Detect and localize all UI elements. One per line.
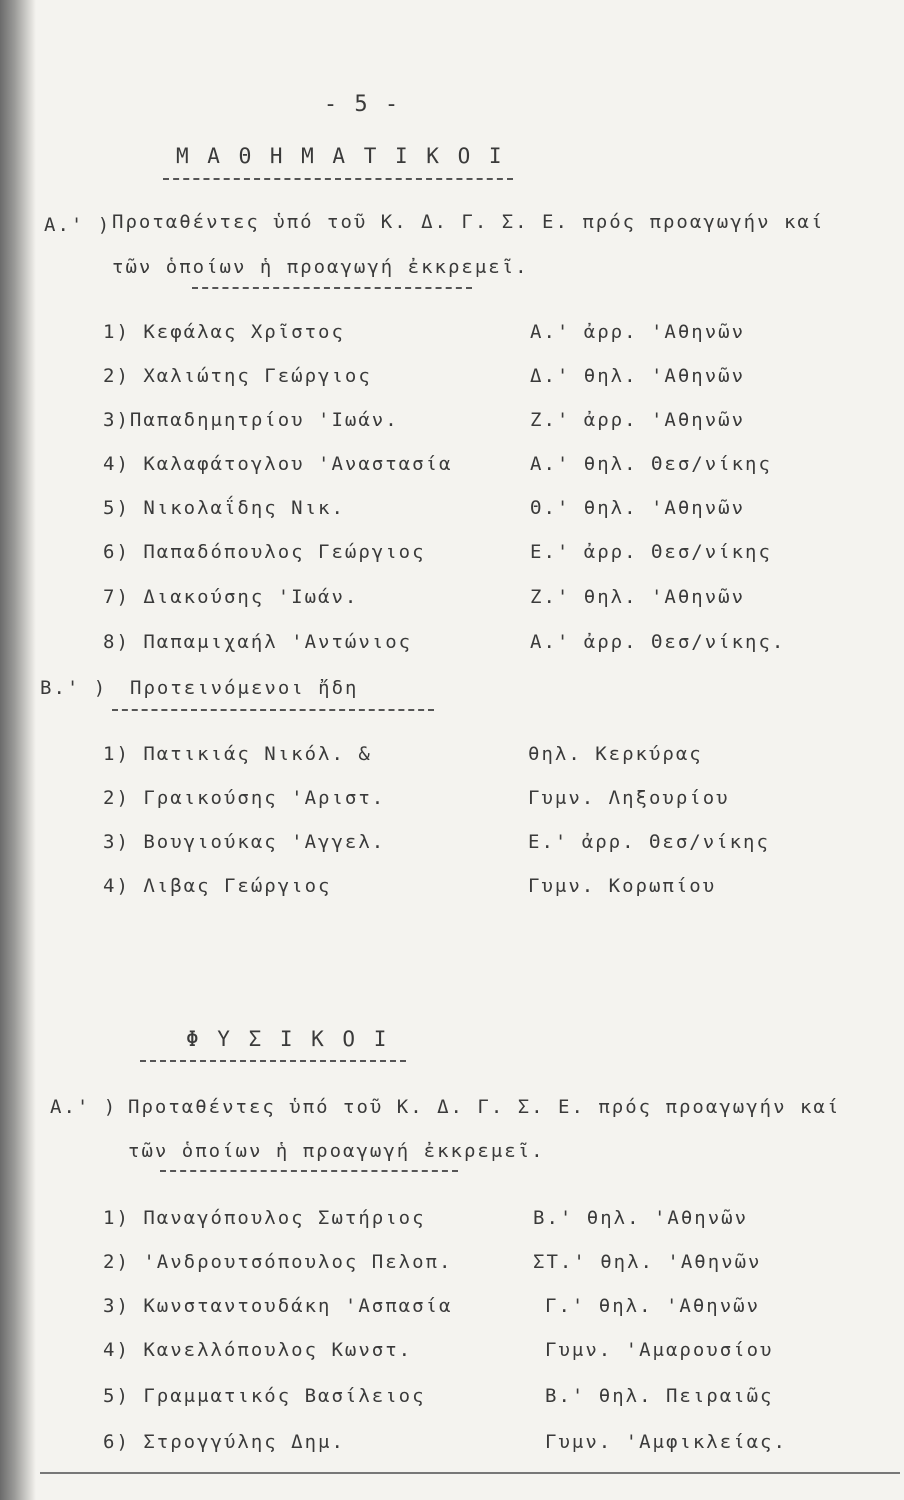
- math-a-item-4-post: Α.' θηλ. Θεσ/νίκης: [530, 453, 772, 475]
- math-b-item-3-post: Ε.' ἀρρ. Θεσ/νίκης: [528, 831, 770, 853]
- math-b-item-2-name: 2) Γραικούσης 'Αριστ.: [103, 787, 386, 809]
- math-b-item-2-post: Γυμν. Ληξουρίου: [528, 787, 730, 809]
- math-section-b-marker: Β.' ): [40, 677, 108, 699]
- math-b-item-4-name: 4) Λιβας Γεώργιος: [103, 875, 332, 897]
- bottom-edge-line: [40, 1472, 900, 1474]
- page-number: - 5 -: [323, 92, 401, 117]
- physics-heading: Φ Υ Σ Ι Κ Ο Ι: [186, 1027, 390, 1051]
- physics-a-item-2-post: ΣΤ.' θηλ. 'Αθηνῶν: [533, 1251, 762, 1273]
- math-a-item-1-post: Α.' ἀρρ. 'Αθηνῶν: [530, 321, 746, 343]
- math-heading: Μ Α Θ Η Μ Α Τ Ι Κ Ο Ι: [176, 144, 505, 168]
- physics-a-item-2-name: 2) 'Ανδρουτσόπουλος Πελοπ.: [103, 1251, 453, 1273]
- math-section-a-line1: Προταθέντες ὑπό τοῦ Κ. Δ. Γ. Σ. Ε. πρός προαγωγήν καί: [112, 211, 825, 233]
- physics-a-item-4-post: Γυμν. 'Αμαρουσίου: [545, 1339, 774, 1361]
- math-b-item-3-name: 3) Βουγιούκας 'Αγγελ.: [103, 831, 386, 853]
- physics-a-item-3-name: 3) Κωνσταντουδάκη 'Ασπασία: [103, 1295, 453, 1317]
- physics-section-a-marker: Α.' ): [50, 1096, 118, 1118]
- physics-a-item-6-post: Γυμν. 'Αμφικλείας.: [545, 1431, 787, 1453]
- physics-a-item-5-name: 5) Γραμματικός Βασίλειος: [103, 1385, 426, 1407]
- math-section-a-line2: τῶν ὁποίων ἡ προαγωγή ἐκκρεμεῖ.: [112, 256, 529, 278]
- physics-a-item-5-post: Β.' θηλ. Πειραιῶς: [545, 1385, 774, 1407]
- math-a-item-5-post: Θ.' θηλ. 'Αθηνῶν: [530, 497, 746, 519]
- math-section-a-marker: Α.' ): [44, 214, 112, 236]
- math-a-item-3-post: Ζ.' ἀρρ. 'Αθηνῶν: [530, 409, 746, 431]
- math-heading-underline: [163, 178, 513, 180]
- physics-a-item-3-post: Γ.' θηλ. 'Αθηνῶν: [545, 1295, 761, 1317]
- math-a-item-6-post: Ε.' ἀρρ. Θεσ/νίκης: [530, 541, 772, 563]
- math-a-item-4-name: 4) Καλαφάτογλου 'Αναστασία: [103, 453, 453, 475]
- math-a-item-8-post: Α.' ἀρρ. Θεσ/νίκης.: [530, 631, 786, 653]
- math-b-item-1-name: 1) Πατικιάς Νικόλ. &: [103, 743, 372, 765]
- math-b-item-4-post: Γυμν. Κορωπίου: [528, 875, 717, 897]
- physics-a-item-4-name: 4) Κανελλόπουλος Κωνστ.: [103, 1339, 413, 1361]
- math-a-item-8-name: 8) Παπαμιχαήλ 'Αντώνιος: [103, 631, 413, 653]
- physics-section-a-line2: τῶν ὁποίων ἡ προαγωγή ἐκκρεμεῖ.: [128, 1140, 545, 1162]
- math-a-item-2-name: 2) Χαλιώτης Γεώργιος: [103, 365, 372, 387]
- math-a-item-3-name: 3)Παπαδημητρίου 'Ιωάν.: [103, 409, 399, 431]
- physics-section-a-line1: Προταθέντες ὑπό τοῦ Κ. Δ. Γ. Σ. Ε. πρός προαγωγήν καί: [128, 1096, 841, 1118]
- math-a-item-1-name: 1) Κεφάλας Χρῖστος: [103, 321, 345, 343]
- math-a-item-7-post: Ζ.' θηλ. 'Αθηνῶν: [530, 586, 746, 608]
- math-section-a-underline: [192, 287, 472, 289]
- physics-a-item-6-name: 6) Στρογγύλης Δημ.: [103, 1431, 345, 1453]
- math-section-b-underline: [112, 709, 434, 711]
- math-a-item-2-post: Δ.' θηλ. 'Αθηνῶν: [530, 365, 746, 387]
- binding-shadow: [0, 0, 36, 1500]
- math-a-item-7-name: 7) Διακούσης 'Ιωάν.: [103, 586, 359, 608]
- physics-section-a-underline: [160, 1170, 458, 1172]
- math-a-item-5-name: 5) Νικολαΐδης Νικ.: [103, 497, 345, 519]
- physics-heading-underline: [140, 1060, 406, 1062]
- math-b-item-1-post: θηλ. Κερκύρας: [528, 743, 703, 765]
- math-a-item-6-name: 6) Παπαδόπουλος Γεώργιος: [103, 541, 426, 563]
- physics-a-item-1-post: Β.' θηλ. 'Αθηνῶν: [533, 1207, 749, 1229]
- physics-a-item-1-name: 1) Παναγόπουλος Σωτήριος: [103, 1207, 426, 1229]
- math-section-b-title: Προτεινόμενοι ἤδη: [130, 677, 359, 699]
